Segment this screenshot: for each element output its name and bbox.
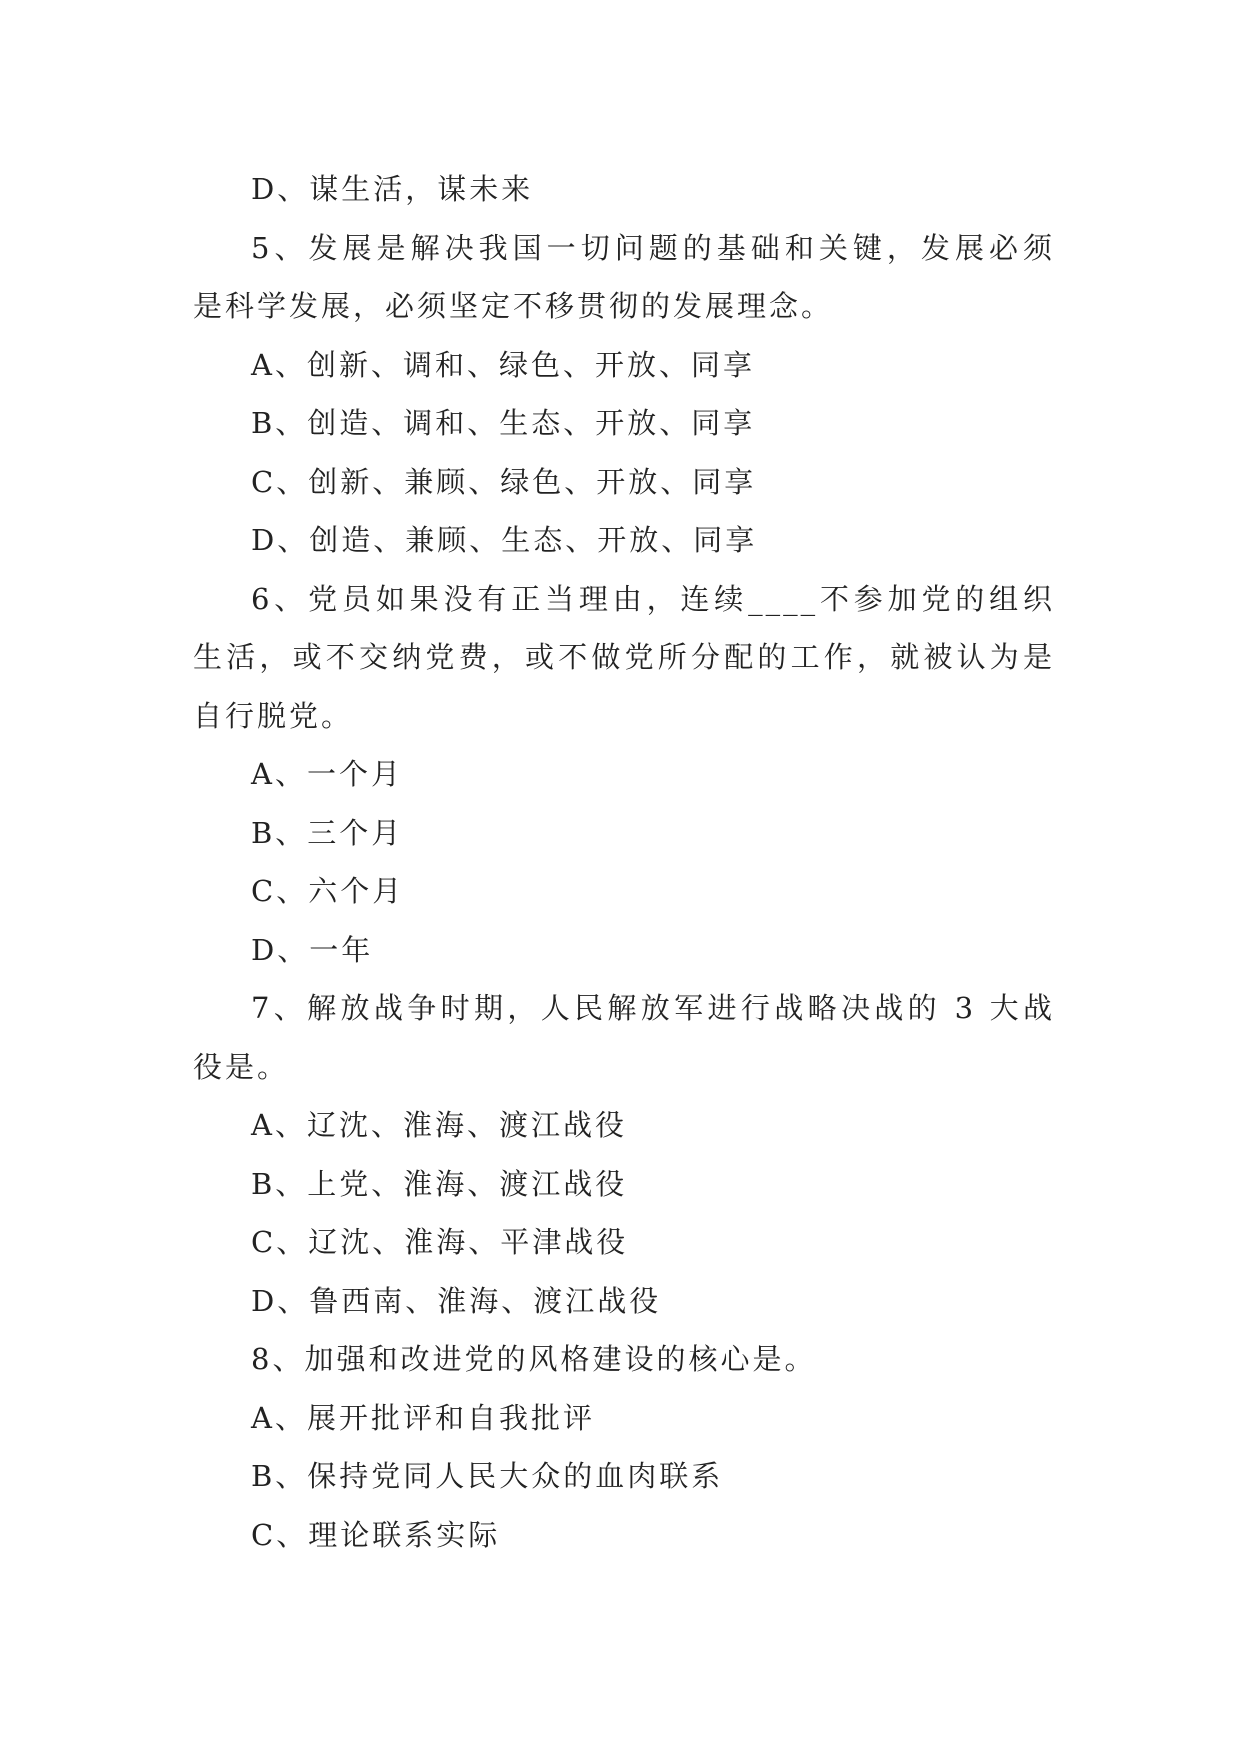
text-line: 自行脱党。 xyxy=(193,698,354,733)
text-line: B、三个月 xyxy=(251,815,404,850)
text-line: C、创新、兼顾、绿色、开放、同享 xyxy=(251,464,757,499)
text-line: 6、党员如果没有正当理由，连续____不参加党的组织 xyxy=(251,581,1055,616)
text-line: B、保持党同人民大众的血肉联系 xyxy=(251,1459,724,1493)
text-line: 7、解放战争时期，人民解放军进行战略决战的 3 大战 xyxy=(251,991,1055,1025)
text-line: D、谋生活，谋未来 xyxy=(251,172,534,206)
text-line: D、一年 xyxy=(251,932,374,967)
text-line: A、创新、调和、绿色、开放、同享 xyxy=(251,347,755,382)
text-line: C、理论联系实际 xyxy=(251,1517,501,1552)
text-line: B、创造、调和、生态、开放、同享 xyxy=(251,406,756,440)
text-line: C、辽沈、淮海、平津战役 xyxy=(251,1225,629,1259)
text-line: 生活，或不交纳党费，或不做党所分配的工作，就被认为是 xyxy=(193,640,1055,674)
text-line: A、辽沈、淮海、渡江战役 xyxy=(251,1108,627,1142)
text-line: D、鲁西南、淮海、渡江战役 xyxy=(251,1283,662,1318)
text-line: A、展开批评和自我批评 xyxy=(251,1400,595,1435)
document-body xyxy=(193,160,1055,1564)
text-line: C、六个月 xyxy=(251,874,405,908)
text-line: 5、发展是解决我国一切问题的基础和关键，发展必须 xyxy=(251,230,1055,265)
text-line: 是科学发展，必须坚定不移贯彻的发展理念。 xyxy=(193,289,834,323)
text-line: B、上党、淮海、渡江战役 xyxy=(251,1166,628,1201)
text-line: 8、加强和改进党的风格建设的核心是。 xyxy=(251,1342,817,1376)
text-line: D、创造、兼顾、生态、开放、同享 xyxy=(251,523,758,557)
text-line: A、一个月 xyxy=(251,757,403,791)
text-line: 役是。 xyxy=(193,1049,290,1084)
